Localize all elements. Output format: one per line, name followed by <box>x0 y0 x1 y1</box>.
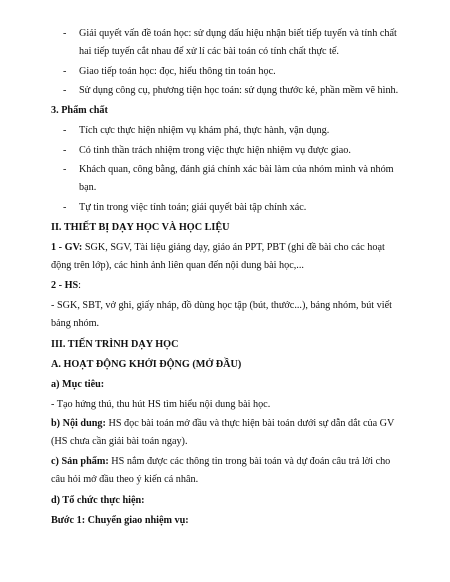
section-heading-thiet-bi: II. THIẾT BỊ DẠY HỌC VÀ HỌC LIỆU <box>51 222 230 233</box>
quality-item-4: Tự tin trong việc tính toán; giải quyết bài tập chính xác. <box>79 202 307 213</box>
bullet-dash: - <box>63 145 67 156</box>
bullet-dash: - <box>63 66 67 77</box>
step-1-label: Bước 1: Chuyển giao nhiệm vụ: <box>51 515 189 526</box>
gv-materials-text: SGK, SGV, Tài liệu giảng dạy, giáo án PPT, PBT (ghi đề bài cho các hoạt <box>82 242 385 253</box>
hs-label: 2 - HS <box>51 280 79 291</box>
quality-item-2: Có tinh thần trách nhiệm trong việc thực hiện nhiệm vụ được giao. <box>79 145 351 156</box>
gv-label: 1 - GV: <box>51 242 83 253</box>
organization-label: d) Tổ chức thực hiện: <box>51 495 145 506</box>
bullet-dash: - <box>63 28 67 39</box>
hs-colon: : <box>78 280 82 291</box>
hs-materials-line-1: - SGK, SBT, vở ghi, giấy nháp, đồ dùng học tập (bút, thước...), bảng nhóm, bút viết <box>51 300 392 311</box>
quality-item-1: Tích cực thực hiện nhiệm vụ khám phá, thực hành, vận dụng. <box>79 125 330 136</box>
content-text: HS đọc bài toán mở đầu và thực hiện bài toán dưới sự dẫn dắt của GV <box>105 418 395 429</box>
hs-heading <box>51 278 81 293</box>
competency-item-1-line-2: hai tiếp tuyến cắt nhau để xử lí các bài toán có tính chất thực tế. <box>79 46 339 57</box>
competency-item-3: Sử dụng công cụ, phương tiện học toán: sử dụng thước kẻ, phần mềm vẽ hình. <box>79 85 399 96</box>
product-line-1 <box>51 454 390 469</box>
section-heading-pham-chat: 3. Phẩm chất <box>51 105 108 116</box>
objective-text: - Tạo hứng thú, thu hút HS tìm hiểu nội dung bài học. <box>51 399 271 410</box>
gv-materials-line-1 <box>51 240 385 255</box>
objective-label: a) Mục tiêu: <box>51 379 105 390</box>
activity-heading-khoi-dong: A. HOẠT ĐỘNG KHỞI ĐỘNG (MỞ ĐẦU) <box>51 359 242 370</box>
content-line-2: (HS chưa cần giải bài toán ngay). <box>51 436 188 447</box>
quality-item-3-line-1: Khách quan, công bằng, đánh giá chính xác bài làm của nhóm mình và nhóm <box>79 164 394 175</box>
bullet-dash: - <box>63 85 67 96</box>
competency-item-1-line-1: Giải quyết vấn đề toán học: sử dụng dấu hiệu nhận biết tiếp tuyến và tính chất <box>79 28 397 39</box>
product-text: HS nắm được các thông tin trong bài toán và dự đoán câu trả lời cho <box>108 456 391 467</box>
content-label: b) Nội dung: <box>51 418 106 429</box>
product-line-2: câu hỏi mở đầu theo ý kiến cá nhân. <box>51 474 199 485</box>
quality-item-3-line-2: bạn. <box>79 182 97 193</box>
hs-materials-line-2: bảng nhóm. <box>51 318 100 329</box>
competency-item-2: Giao tiếp toán học: đọc, hiểu thông tin toán học. <box>79 66 276 77</box>
gv-materials-line-2: động trên lớp), các hình ảnh liên quan đến nội dung bài học,... <box>51 260 304 271</box>
section-heading-tien-trinh: III. TIẾN TRÌNH DẠY HỌC <box>51 339 179 350</box>
bullet-dash: - <box>63 164 67 175</box>
content-line-1 <box>51 416 394 431</box>
product-label: c) Sản phẩm: <box>51 456 109 467</box>
bullet-dash: - <box>63 202 67 213</box>
bullet-dash: - <box>63 125 67 136</box>
